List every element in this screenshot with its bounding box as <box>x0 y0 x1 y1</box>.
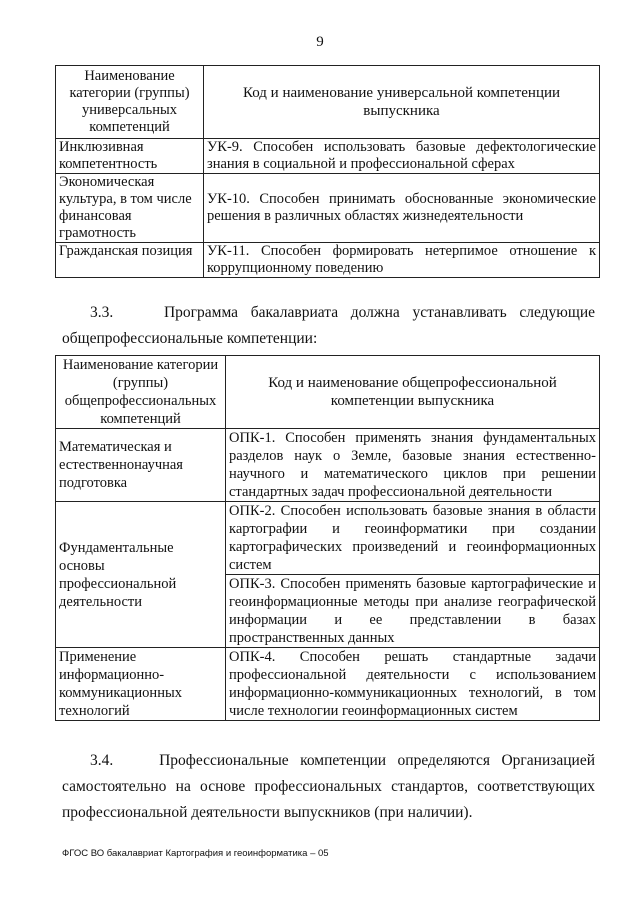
table-row <box>56 502 600 575</box>
table-row <box>56 174 600 243</box>
universal-competencies-table <box>55 65 600 278</box>
category-cell: Гражданская позиция <box>56 243 204 278</box>
header-category: Наименование категории (группы) общепрофессиональных компетенций <box>56 356 226 429</box>
paragraph-number: 3.3. <box>90 304 114 321</box>
category-cell: Инклюзивная компетентность <box>56 139 204 174</box>
category-cell: Фундаментальные основы профессиональной деятельности <box>56 502 226 648</box>
table-header-row <box>56 356 600 429</box>
competence-cell: ОПК-3. Способен применять базовые картографические и геоинформационные методы при анализе географической информации и ее представлении в базах пространственных данных <box>226 575 600 648</box>
competence-cell: УК-10. Способен принимать обоснованные экономические решения в различных областях жизнедеятельности <box>204 174 600 243</box>
competence-cell: ОПК-4. Способен решать стандартные задачи профессиональной деятельности с использованием информационно-коммуникационных технологий, в том числе технологии геоинформационных систем <box>226 648 600 721</box>
header-code: Код и наименование универсальной компетенции выпускника <box>204 66 600 139</box>
category-cell: Применение информационно-коммуникационных технологий <box>56 648 226 721</box>
paragraph-number: 3.4. <box>90 752 114 769</box>
table-header-row <box>56 66 600 139</box>
table-row <box>56 139 600 174</box>
paragraph-text: Программа бакалавриата должна устанавливать следующие общепрофессиональные компетенции: <box>62 304 595 347</box>
competence-cell: УК-9. Способен использовать базовые дефектологические знания в социальной и профессиональной сферах <box>204 139 600 174</box>
page-number: 9 <box>316 34 324 50</box>
paragraph-3-4 <box>62 748 595 826</box>
category-cell: Экономическая культура, в том числе финансовая грамотность <box>56 174 204 243</box>
document-footer: ФГОС ВО бакалавриат Картография и геоинформатика – 05 <box>62 848 329 859</box>
table-row <box>56 243 600 278</box>
category-cell: Математическая и естественнонаучная подготовка <box>56 429 226 502</box>
competence-cell: ОПК-2. Способен использовать базовые знания в области картографии и геоинформатики при создании картографических произведений и геоинформационных систем <box>226 502 600 575</box>
header-category: Наименование категории (группы) универсальных компетенций <box>56 66 204 139</box>
header-code: Код и наименование общепрофессиональной компетенции выпускника <box>226 356 600 429</box>
paragraph-3-3 <box>62 300 595 352</box>
competence-cell: ОПК-1. Способен применять знания фундаментальных разделов наук о Земле, базовые знания естественно-научного и математического циклов при решении стандартных задач профессиональной деятельности <box>226 429 600 502</box>
competence-cell: УК-11. Способен формировать нетерпимое отношение к коррупционному поведению <box>204 243 600 278</box>
general-professional-competencies-table <box>55 355 600 721</box>
paragraph-text: Профессиональные компетенции определяются Организацией самостоятельно на основе профессиональных стандартов, соответствующих профессиональной деятельности выпускников (при наличии). <box>62 752 596 821</box>
table-row <box>56 429 600 502</box>
table-row <box>56 648 600 721</box>
